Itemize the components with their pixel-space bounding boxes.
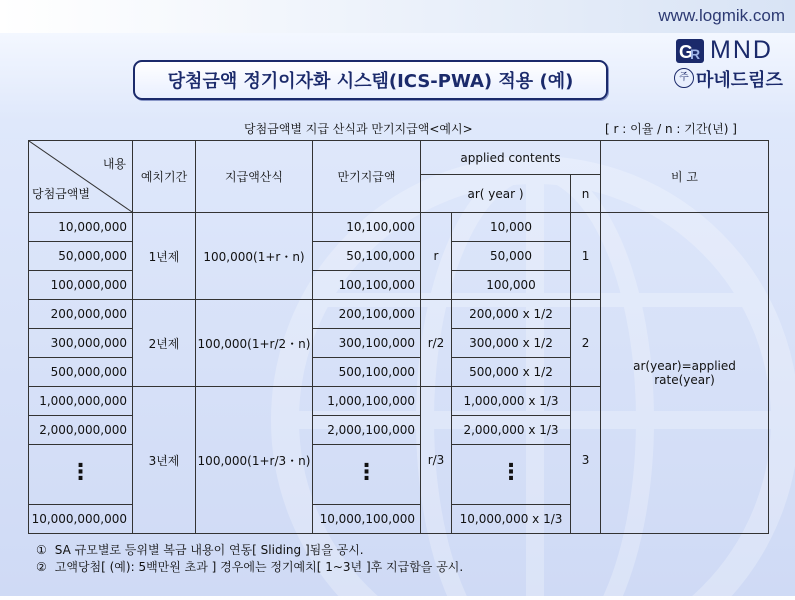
- period-cell: 2년제: [133, 300, 196, 387]
- logo-korean-name: 마네드림즈: [696, 70, 783, 91]
- maturity-ellipsis-cell: [313, 445, 421, 505]
- top-banner: [0, 0, 795, 33]
- maturity-cell: 2,000,100,000: [313, 416, 421, 445]
- maturity-cell: 200,100,000: [313, 300, 421, 329]
- logo-brand: MND: [710, 36, 773, 64]
- formula-cell: 100,000(1+r/3・n): [196, 387, 313, 534]
- vertical-ellipsis: ⋮: [500, 459, 522, 485]
- formula-cell: 100,000(1+r/2・n): [196, 300, 313, 387]
- maturity-cell: 50,100,000: [313, 242, 421, 271]
- note-text: SA 규모별로 등위별 복금 내용이 연동[ Sliding ]됨을 공시.: [54, 543, 364, 557]
- note-text: 고액당첨[ (예): 5백만원 초과 ] 경우에는 정기예치[ 1~3년 ]후 지급함을 공시.: [54, 560, 464, 574]
- logo-emblem-icon: [675, 38, 705, 64]
- note-number: ①: [36, 543, 47, 557]
- company-logo: [672, 36, 792, 94]
- note-item: [36, 559, 463, 576]
- formula-cell: 100,000(1+r・n): [196, 213, 313, 300]
- ar-cell: 500,000 x 1/2: [452, 358, 571, 387]
- period-cell: 1년제: [133, 213, 196, 300]
- header-content: 내용: [102, 157, 126, 171]
- ar-cell: 50,000: [452, 242, 571, 271]
- maturity-cell: 500,100,000: [313, 358, 421, 387]
- remark-cell: ar(year)=applied rate(year): [601, 213, 769, 534]
- amount-cell: 200,000,000: [29, 300, 133, 329]
- amount-cell: 500,000,000: [29, 358, 133, 387]
- amount-cell: 100,000,000: [29, 271, 133, 300]
- header-ar: ar( year ): [421, 175, 571, 213]
- n-cell: 2: [571, 300, 601, 387]
- amount-cell: 10,000,000,000: [29, 505, 133, 534]
- payout-table: [28, 140, 769, 534]
- maturity-cell: 1,000,100,000: [313, 387, 421, 416]
- maturity-cell: 10,100,000: [313, 213, 421, 242]
- table-caption: 당첨금액별 지급 산식과 만기지급액<예시>: [244, 122, 473, 136]
- rate-cell: r/2: [421, 300, 452, 387]
- ar-cell: 200,000 x 1/2: [452, 300, 571, 329]
- note-number: ②: [36, 560, 47, 574]
- header-maturity: 만기지급액: [313, 141, 421, 213]
- ar-cell: 10,000: [452, 213, 571, 242]
- maturity-cell: 300,100,000: [313, 329, 421, 358]
- ar-cell: 1,000,000 x 1/3: [452, 387, 571, 416]
- amount-ellipsis-cell: [29, 445, 133, 505]
- header-corner-cell: [29, 141, 133, 213]
- legend-caption: [ r : 이율 / n : 기간(년) ]: [605, 122, 737, 136]
- header-n: n: [571, 175, 601, 213]
- vertical-ellipsis: ⋮: [355, 459, 378, 485]
- header-formula: 지급액산식: [196, 141, 313, 213]
- amount-cell: 10,000,000: [29, 213, 133, 242]
- rate-cell: r: [421, 213, 452, 300]
- header-period: 예치기간: [133, 141, 196, 213]
- n-cell: 3: [571, 387, 601, 534]
- header-amount: 당첨금액별: [32, 187, 90, 201]
- notes-section: [36, 542, 463, 576]
- note-item: [36, 542, 463, 559]
- svg-text:R: R: [690, 46, 701, 62]
- ar-cell: 10,000,000 x 1/3: [452, 505, 571, 534]
- header-applied: applied contents: [421, 141, 601, 175]
- site-url: www.logmik.com: [658, 6, 785, 25]
- amount-cell: 50,000,000: [29, 242, 133, 271]
- svg-text:G: G: [679, 42, 694, 62]
- header-note: 비 고: [601, 141, 769, 213]
- maturity-cell: 10,000,100,000: [313, 505, 421, 534]
- amount-cell: 300,000,000: [29, 329, 133, 358]
- vertical-ellipsis: ⋮: [69, 459, 92, 485]
- maturity-cell: 100,100,000: [313, 271, 421, 300]
- ar-ellipsis-cell: [452, 445, 571, 505]
- amount-cell: 1,000,000,000: [29, 387, 133, 416]
- ar-cell: 2,000,000 x 1/3: [452, 416, 571, 445]
- period-cell: 3년제: [133, 387, 196, 534]
- ar-cell: 100,000: [452, 271, 571, 300]
- rate-cell: r/3: [421, 387, 452, 534]
- ar-cell: 300,000 x 1/2: [452, 329, 571, 358]
- page-title: 당첨금액 정기이자화 시스템(ICS-PWA) 적용 (예): [133, 60, 608, 100]
- n-cell: 1: [571, 213, 601, 300]
- amount-cell: 2,000,000,000: [29, 416, 133, 445]
- logo-ju-mark: 주: [674, 68, 694, 88]
